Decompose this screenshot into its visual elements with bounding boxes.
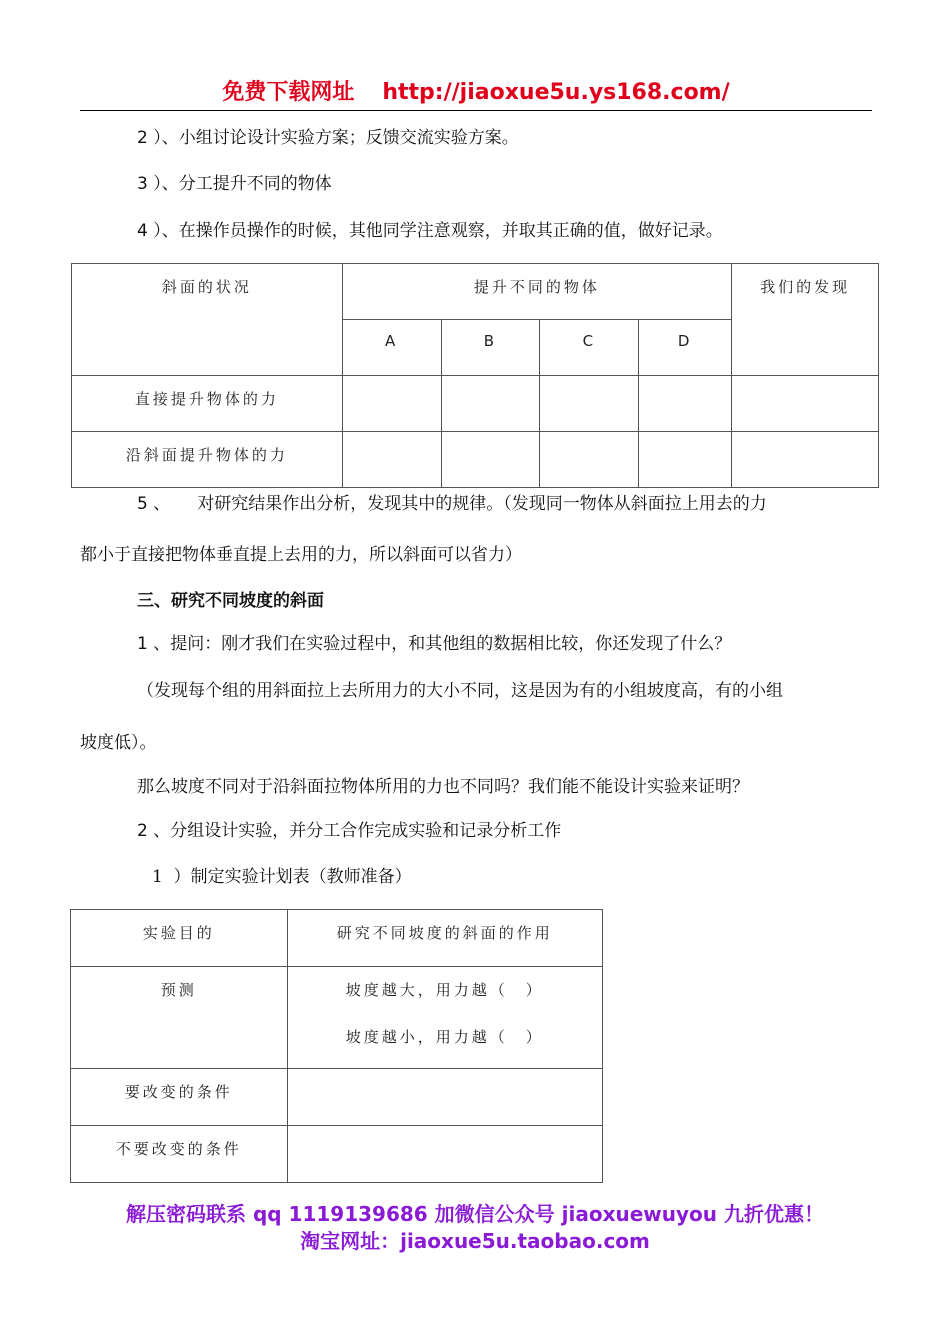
change-condition-label: 要改变的条件 <box>71 1069 288 1126</box>
object-d-header: D <box>639 320 732 376</box>
table-cell <box>732 376 879 432</box>
answer-line-2: 坡度低）。 <box>80 733 157 753</box>
table-cell <box>732 432 879 488</box>
sub-step-number: 1 <box>152 867 163 887</box>
answer-line-1: （发现每个组的用斜面拉上去所用力的大小不同，这是因为有的小组坡度高，有的小组 <box>137 681 783 701</box>
force-record-table <box>71 263 879 488</box>
table-cell <box>441 376 540 432</box>
question-2 <box>137 819 561 843</box>
object-b-header: B <box>441 320 540 376</box>
object-c-header: C <box>540 320 639 376</box>
purpose-label: 实验目的 <box>71 910 288 967</box>
table-cell <box>342 376 441 432</box>
sub-step-text: ）制定实验计划表（教师准备） <box>173 867 412 887</box>
step-5 <box>137 492 767 516</box>
question-number: 1 <box>137 634 148 654</box>
follow-up-question: 那么坡度不同对于沿斜面拉物体所用的力也不同吗？我们能不能设计实验来证明？ <box>137 777 749 797</box>
step-5-continuation: 都小于直接把物体垂直提上去用的力，所以斜面可以省力） <box>80 545 522 565</box>
step-number: 4 <box>137 221 148 241</box>
question-1 <box>137 632 731 656</box>
question-text: 、提问：刚才我们在实验过程中，和其他组的数据相比较，你还发现了什么？ <box>153 634 732 654</box>
header-condition: 斜面的状况 <box>72 264 343 376</box>
page-header <box>80 76 872 111</box>
prediction-value <box>287 967 602 1069</box>
header-objects: 提升不同的物体 <box>342 264 732 320</box>
step-text: 对研究结果作出分析，发现其中的规律。（发现同一物体从斜面拉上用去的力 <box>197 494 767 514</box>
table-cell <box>639 432 732 488</box>
purpose-value: 研究不同坡度的斜面的作用 <box>287 910 602 967</box>
header-title: 免费下载网址 <box>222 80 355 105</box>
sub-step-1 <box>152 865 412 889</box>
table-cell <box>639 376 732 432</box>
row-label: 直接提升物体的力 <box>72 376 343 432</box>
header-url-link[interactable]: http://jiaoxue5u.ys168.com/ <box>382 80 730 105</box>
table-cell <box>441 432 540 488</box>
prediction-label: 预测 <box>71 967 288 1069</box>
step-text: ）、分工提升不同的物体 <box>153 174 332 194</box>
footer-shop-link[interactable]: 淘宝网址：jiaoxue5u.taobao.com <box>300 1229 650 1253</box>
footer-contact: 解压密码联系 qq 1119139686 加微信公众号 jiaoxuewuyou 九折优惠！ <box>126 1202 824 1226</box>
section-title: 三、研究不同坡度的斜面 <box>137 591 324 611</box>
step-4 <box>137 219 723 243</box>
step-number: 2 <box>137 128 148 148</box>
question-text: 、分组设计实验，并分工合作完成实验和记录分析工作 <box>153 821 562 841</box>
table-cell <box>540 432 639 488</box>
step-separator: 、 <box>153 494 171 514</box>
step-text: ）、在操作员操作的时候，其他同学注意观察，并取其正确的值，做好记录。 <box>153 221 723 241</box>
header-findings: 我们的发现 <box>732 264 879 376</box>
prediction-line-1: 坡度越大，用力越（ ） <box>345 981 544 999</box>
table-cell <box>287 1126 602 1183</box>
table-cell <box>287 1069 602 1126</box>
table-cell <box>342 432 441 488</box>
object-a-header: A <box>342 320 441 376</box>
experiment-plan-table <box>70 909 603 1183</box>
question-number: 2 <box>137 821 148 841</box>
fixed-condition-label: 不要改变的条件 <box>71 1126 288 1183</box>
step-number: 5 <box>137 494 148 514</box>
table-cell <box>540 376 639 432</box>
row-label: 沿斜面提升物体的力 <box>72 432 343 488</box>
step-text: ）、小组讨论设计实验方案；反馈交流实验方案。 <box>153 128 519 148</box>
step-3 <box>137 172 332 196</box>
prediction-line-2: 坡度越小，用力越（ ） <box>345 1028 544 1046</box>
step-number: 3 <box>137 174 148 194</box>
step-2 <box>137 126 519 150</box>
